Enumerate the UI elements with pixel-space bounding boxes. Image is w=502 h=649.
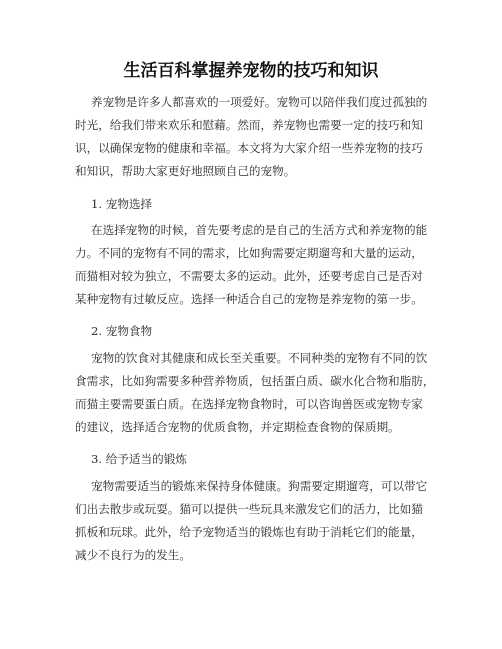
- intro-line-1: 养宠物是许多人都喜欢的一项爱好。宠物可以陪伴我们度过孤独的: [91, 95, 428, 109]
- section-1-line-4: 某种宠物有过敏反应。选择一种适合自己的宠物是养宠物的第一步。: [75, 292, 423, 306]
- section-1-line-2: 力。不同的宠物有不同的需求，比如狗需要定期遛弯和大量的运动，: [75, 246, 423, 260]
- section-3-line-2: 们出去散步或玩耍。猫可以提供一些玩具来激发它们的活力，比如猫: [75, 502, 423, 516]
- section-heading-2: 2. 宠物食物: [91, 324, 153, 338]
- section-2-line-2: 食需求，比如狗需要多种营养物质，包括蛋白质、碳水化合物和脂肪，: [75, 374, 435, 388]
- intro-line-2: 时光，给我们带来欢乐和慰藉。然而，养宠物也需要一定的技巧和知: [75, 118, 423, 132]
- section-heading-1: 1. 宠物选择: [91, 197, 153, 211]
- section-heading-3: 3. 给予适当的锻炼: [91, 452, 187, 466]
- document-title: 生活百科掌握养宠物的技巧和知识: [123, 61, 379, 81]
- section-2-line-1: 宠物的饮食对其健康和成长至关重要。不同种类的宠物有不同的饮: [91, 351, 428, 365]
- section-3-line-4: 减少不良行为的发生。: [75, 548, 191, 562]
- section-2-line-4: 的建议，选择适合宠物的优质食物，并定期检查食物的保质期。: [75, 420, 400, 434]
- section-3-line-3: 抓板和玩球。此外，给予宠物适当的锻炼也有助于消耗它们的能量，: [75, 525, 423, 539]
- intro-line-3: 识，以确保宠物的健康和幸福。本文将为大家介绍一些养宠物的技巧: [75, 141, 423, 155]
- intro-line-4: 和知识，帮助大家更好地照顾自己的宠物。: [75, 164, 296, 178]
- section-3-line-1: 宠物需要适当的锻炼来保持身体健康。狗需要定期遛弯，可以带它: [91, 479, 428, 493]
- section-2-line-3: 而猫主要需要蛋白质。在选择宠物食物时，可以咨询兽医或宠物专家: [75, 397, 423, 411]
- section-1-line-1: 在选择宠物的时候，首先要考虑的是自己的生活方式和养宠物的能: [91, 223, 428, 237]
- section-1-line-3: 而猫相对较为独立，不需要太多的运动。此外，还要考虑自己是否对: [75, 269, 423, 283]
